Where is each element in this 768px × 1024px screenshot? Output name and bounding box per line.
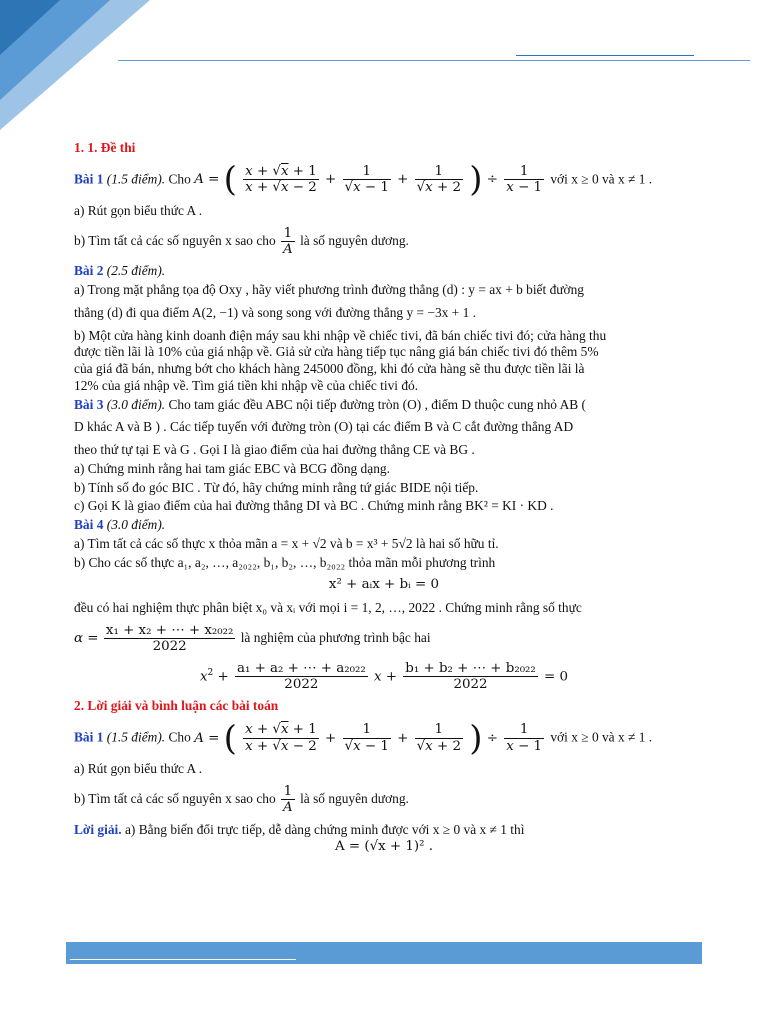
b2-b-line4: 12% của giá nhập về. Tìm giá tiền khi nhập về của chiếc tivi đó. xyxy=(74,377,419,393)
b3-text1: Cho tam giác đều ABC nội tiếp đường tròn (O) , điểm D thuộc cung nhỏ AB ( xyxy=(168,396,586,412)
b2-a-line1: a) Trong mặt phẳng tọa độ Oxy , hãy viết phương trình đường thẳng (d) : y = ax + b biết đường xyxy=(74,282,584,298)
b1-repeat-part-a: a) Rút gọn biểu thức A . xyxy=(74,761,203,777)
b3-line3: theo thứ tự tại E và G . Gọi I là giao điểm của hai đường thẳng CE và BG . xyxy=(74,442,475,458)
b3-part-a: a) Chứng minh rằng hai tam giác EBC và BCG đồng dạng. xyxy=(74,460,390,476)
b4-part-b-line1: b) Cho các số thực a₁, a₂, …, a₂₀₂₂, b₁, b₂, …, b₂₀₂₂ thỏa mãn mỗi phương trình xyxy=(74,554,496,570)
b4-alpha-fraction xyxy=(104,623,235,655)
b1-repeat-part-b-post: là số nguyên dương. xyxy=(300,790,409,806)
b3-part-b: b) Tính số đo góc BIC . Từ đó, hãy chứng minh rằng tứ giác BIDE nội tiếp. xyxy=(74,479,479,495)
header-corner-decoration xyxy=(0,0,150,130)
b1-formula: A = ( $\frac{x + √x + 1}{x + √x - 2}$ + $\frac{1}{√x - 1}$ + $\frac{1}{√x + 2}$ ) ÷ $\frac{1}{x - 1}$ xyxy=(194,159,543,200)
solution-line xyxy=(74,822,694,839)
b4-alpha-den: 2022 xyxy=(152,639,187,655)
b4-alpha-num: x₁ + x₂ + ⋯ + x₂₀₂₂ xyxy=(105,622,234,638)
b1-points: (1.5 điểm). xyxy=(106,171,166,187)
b1-repeat-intro: Cho xyxy=(168,729,191,745)
b1-repeat-part-b: b) Tìm tất cả các số nguyên x sao cho $\frac{1}{A}$ là số nguyên dương. xyxy=(74,783,409,816)
b4-label: Bài 4 xyxy=(74,517,104,533)
b4-eq2-a-den: 2022 xyxy=(284,677,319,693)
b3-label: Bài 3 xyxy=(74,396,104,412)
b1-part-b-post: là số nguyên dương. xyxy=(300,232,409,248)
footer-rule xyxy=(70,959,296,960)
document-body xyxy=(74,140,694,855)
b1-repeat-label: Bài 1 xyxy=(74,729,104,745)
b1-repeat-points: (1.5 điểm). xyxy=(106,729,166,745)
b1-label: Bài 1 xyxy=(74,171,104,187)
b4-eq2-a-num: a₁ + a₂ + ⋯ + a₂₀₂₂ xyxy=(236,660,366,676)
header-rule xyxy=(118,60,750,61)
b4-part-a: a) Tìm tất cả các số thực x thỏa mãn a = x + √2 và b = x³ + 5√2 là hai số hữu tỉ. xyxy=(74,535,499,551)
b3-line2: D khác A và B ) . Các tiếp tuyến với đường tròn (O) tại các điểm B và C cắt đường thẳng AD xyxy=(74,419,574,435)
section1-title: 1. 1. Đề thi xyxy=(74,140,136,155)
b1-statement xyxy=(74,159,694,200)
b1-part-b: b) Tìm tất cả các số nguyên x sao cho $\frac{1}{A}$ là số nguyên dương. xyxy=(74,225,409,257)
footer-bar xyxy=(66,942,702,964)
b4-part-b-line2: đều có hai nghiệm thực phân biệt x₀ và xᵢ với mọi i = 1, 2, …, 2022 . Chứng minh rằng số thực xyxy=(74,600,582,616)
b2-a-line2: thẳng (d) đi qua điểm A(2, −1) và song song với đường thẳng y = −3x + 1 . xyxy=(74,304,476,320)
b1-condition: với x ≥ 0 và x ≠ 1 . xyxy=(550,171,653,187)
b2-b-line3: của giá đã bán, nhưng bớt cho khách hàng 245000 đồng, khi đó cửa hàng sẽ thu được tiền lãi là xyxy=(74,361,585,377)
solution-label: Lời giải. xyxy=(74,821,122,837)
solution-text: a) Bằng biến đổi trực tiếp, dễ dàng chứng minh được với x ≥ 0 và x ≠ 1 thì xyxy=(124,821,525,837)
b4-header xyxy=(74,517,694,534)
b4-eq2-b-den: 2022 xyxy=(453,677,488,693)
b3-line1 xyxy=(74,397,694,414)
b4-equation1: x² + aᵢx + bᵢ = 0 xyxy=(328,577,440,593)
b4-eq2-b-num: b₁ + b₂ + ⋯ + b₂₀₂₂ xyxy=(405,660,536,676)
b2-b-line1: b) Một cửa hàng kinh doanh điện máy sau khi nhập về chiếc tivi, đã bán chiếc tivi đó; cửa hàng thu xyxy=(74,327,607,343)
b2-label: Bài 2 xyxy=(74,263,104,279)
b1-repeat-part-b-pre: b) Tìm tất cả các số nguyên x sao cho xyxy=(74,790,276,806)
b1-intro: Cho xyxy=(168,171,191,187)
b1-repeat-condition: với x ≥ 0 và x ≠ 1 . xyxy=(550,729,653,745)
section2-title: 2. Lời giải và bình luận các bài toán xyxy=(74,698,279,714)
b4-alpha-line: α = $\frac{\text{x₁ + x₂ + ⋯ + x₂₀₂₂}}{2022}$ là nghiệm của phương trình bậc hai xyxy=(74,622,431,655)
b2-points: (2.5 điểm). xyxy=(106,263,166,279)
b1-repeat-formula: A = ( $\frac{x + √x + 1}{x + √x - 2}$ + $\frac{1}{√x - 1}$ + $\frac{1}{√x + 2}$ ) ÷ $\frac{1}{x - 1}$ xyxy=(194,718,543,759)
header-rule-accent xyxy=(516,55,694,56)
b1-part-b-pre: b) Tìm tất cả các số nguyên x sao cho xyxy=(74,232,276,248)
solution-result: A = (√x + 1)² . xyxy=(334,838,434,854)
b2-b-line2: được tiền lãi là 10% của giá nhập về. Giả sử cửa hàng tiếp tục nâng giá bán chiếc tivi đó thêm 5% xyxy=(74,344,599,360)
b4-alpha-post: là nghiệm của phương trình bậc hai xyxy=(240,629,431,645)
b1-repeat-statement xyxy=(74,718,694,759)
b1-part-a: a) Rút gọn biểu thức A . xyxy=(74,202,203,218)
b3-part-c: c) Gọi K là giao điểm của hai đường thẳng DI và BC . Chứng minh rằng BK² = KI · KD . xyxy=(74,498,554,514)
b4-equation2: $x^2$ + $\frac{\text{a₁ + a₂ + ⋯ + a₂₀₂₂}}{2022}$ x + $\frac{\text{b₁ + b₂ + ⋯ + b₂₀₂₂}}{2022}$ = 0 xyxy=(199,660,569,693)
b3-points: (3.0 điểm). xyxy=(106,396,166,412)
b4-points: (3.0 điểm). xyxy=(106,517,166,533)
b2-header xyxy=(74,263,694,280)
